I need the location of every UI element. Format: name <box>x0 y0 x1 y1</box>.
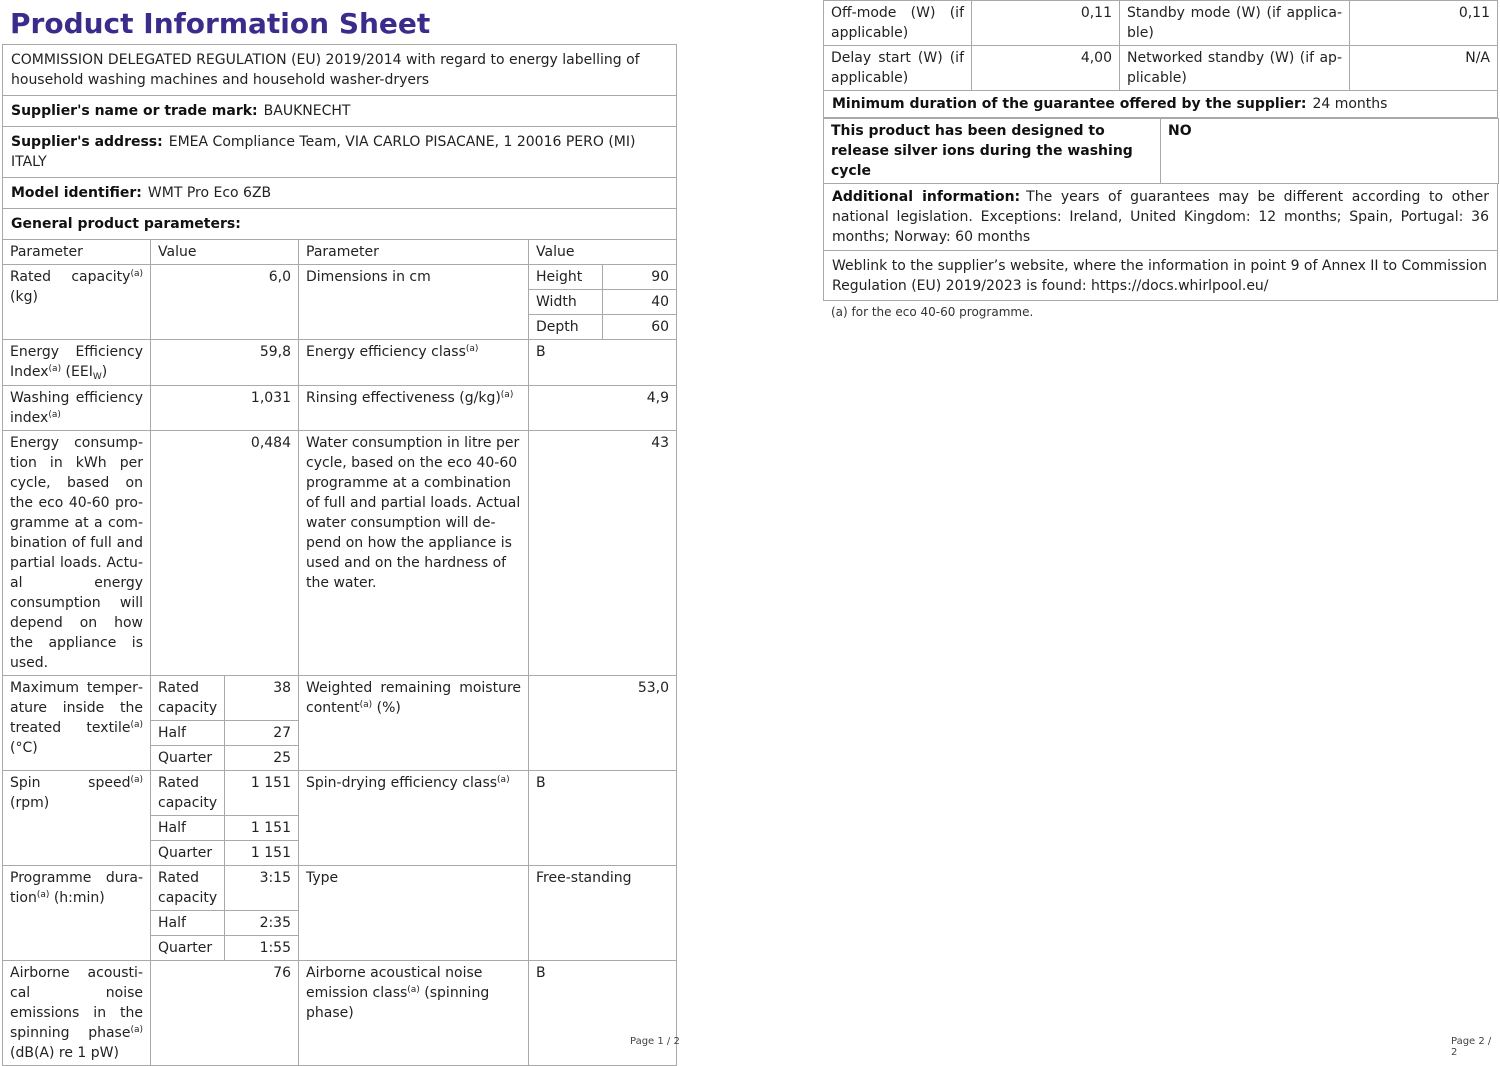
type-value: Free-standing <box>529 866 677 961</box>
max-temp-label: Maximum temperature inside the treated textile$^{(a)}$ (°C) <box>3 676 151 771</box>
guarantee-value: 24 months <box>1312 96 1388 112</box>
guarantee-row <box>824 91 1497 118</box>
depth-value: 60 <box>603 315 677 340</box>
duration-half-value: 2:35 <box>225 911 299 936</box>
noise-class-label: Airborne acoustical noise emission class$^{(a)}$ (spinning phase) <box>299 961 529 1066</box>
page-number-1: Page 1 / 2 <box>630 1036 680 1047</box>
general-params-row <box>3 209 676 239</box>
spin-rated-label: Rated capacity <box>151 771 225 816</box>
max-temp-rated-label: Rated capacity <box>151 676 225 721</box>
moisture-label: Weighted remaining moisture content$^{(a)}$ (%) <box>299 676 529 771</box>
spin-rated-value: 1 151 <box>225 771 299 816</box>
eei-label: Energy Efficiency Index$^{(a)}$ $(EEI_W)$ <box>3 340 151 386</box>
page-number-2: Page 2 / 2 <box>1451 1036 1492 1058</box>
silver-label: This product has been designed to release silver ions during the washing cycle <box>824 119 1161 184</box>
table-row <box>824 1 1498 46</box>
page-1 <box>2 0 677 1066</box>
guarantee-label: Minimum duration of the guarantee offered by the supplier: <box>832 96 1307 112</box>
dimensions-label: Dimensions in cm <box>299 265 529 340</box>
table-row <box>3 771 677 816</box>
supplier-name: BAUKNECHT <box>263 103 351 119</box>
spin-speed-label: Spin speed$^{(a)}$ (rpm) <box>3 771 151 866</box>
off-mode-label: Off-mode (W) (if applicable) <box>824 1 972 46</box>
additional-row <box>824 184 1497 251</box>
networked-standby-label: Networked standby (W) (if applicable) <box>1120 46 1350 91</box>
duration-half-label: Half <box>151 911 225 936</box>
table-row <box>824 46 1498 91</box>
model-row <box>3 178 676 209</box>
silver-table <box>823 118 1499 184</box>
noise-class-value: B <box>529 961 677 1066</box>
water-consumption-label: Water consumption in litre per cycle, based on the eco 40-60 programme at a combination of full and partial loads. Actual water consumption will depend on how the appliance is used and on the hardness of the water. <box>299 431 529 676</box>
model-identifier: WMT Pro Eco 6ZB <box>147 185 272 201</box>
regulation-text: COMMISSION DELEGATED REGULATION (EU) 2019/2014 with regard to energy labelling of household washing machines and household washer-dryers <box>3 45 676 96</box>
footnote: (a) for the eco 40-60 programme. <box>831 305 1034 319</box>
additional-text: The years of guarantees may be different according to other national legislation. Exceptions: Ireland, United Kingdom: 12 months; Spain, Portugal: 36 months; Norway: 60 months <box>832 189 1489 245</box>
width-label: Width <box>529 290 603 315</box>
duration-quarter-value: 1:55 <box>225 936 299 961</box>
standby-label: Standby mode (W) (if applicable) <box>1120 1 1350 46</box>
guarantee-box <box>823 91 1498 118</box>
noise-value: 76 <box>151 961 299 1066</box>
table-row <box>3 386 677 431</box>
spin-half-value: 1 151 <box>225 816 299 841</box>
parameters-table <box>2 239 677 1066</box>
spin-class-value: B <box>529 771 677 866</box>
eei-value: 59,8 <box>151 340 299 386</box>
header-value: Value <box>151 240 299 265</box>
rated-capacity-value: 6,0 <box>151 265 299 340</box>
delay-start-label: Delay start (W) (if applicable) <box>824 46 972 91</box>
page-2 <box>823 0 1498 323</box>
table-row <box>3 866 677 911</box>
washing-index-value: 1,031 <box>151 386 299 431</box>
weblink-url[interactable]: https://docs.whirlpool.eu/ <box>1091 278 1269 294</box>
energy-consumption-value: 0,484 <box>151 431 299 676</box>
delay-start-value: 4,00 <box>972 46 1120 91</box>
type-label: Type <box>299 866 529 961</box>
duration-quarter-label: Quarter <box>151 936 225 961</box>
table-row <box>3 265 677 290</box>
model-label: Model identifier: <box>11 185 142 201</box>
max-temp-rated-value: 38 <box>225 676 299 721</box>
noise-label: Airborne acoustical noise emissions in the spinning phase$^{(a)}$ (dB(A) re 1 pW) <box>3 961 151 1066</box>
additional-box <box>823 184 1498 301</box>
table-row <box>3 676 677 721</box>
table-row <box>3 340 677 386</box>
supplier-name-label: Supplier's name or trade mark: <box>11 103 258 119</box>
weblink-row <box>824 251 1497 301</box>
header-value-2: Value <box>529 240 677 265</box>
depth-label: Depth <box>529 315 603 340</box>
washing-index-label: Washing efficiency index$^{(a)}$ <box>3 386 151 431</box>
spin-class-label: Spin-drying efficiency class$^{(a)}$ <box>299 771 529 866</box>
spin-half-label: Half <box>151 816 225 841</box>
spin-quarter-value: 1 151 <box>225 841 299 866</box>
silver-value: NO <box>1161 119 1499 184</box>
networked-standby-value: N/A <box>1350 46 1498 91</box>
energy-class-value: B <box>529 340 677 386</box>
table-row <box>3 431 677 676</box>
height-value: 90 <box>603 265 677 290</box>
supplier-address-row <box>3 127 676 178</box>
supplier-name-row <box>3 96 676 127</box>
supplier-address: EMEA Compliance Team, VIA CARLO PISACANE, 1 20016 PERO (MI) ITALY <box>11 134 636 170</box>
duration-rated-label: Rated capacity <box>151 866 225 911</box>
moisture-value: 53,0 <box>529 676 677 771</box>
supplier-address-label: Supplier's address: <box>11 134 163 150</box>
off-mode-value: 0,11 <box>972 1 1120 46</box>
rated-capacity-label: Rated capacity$^{(a)}$ (kg) <box>3 265 151 340</box>
max-temp-half-value: 27 <box>225 721 299 746</box>
rinsing-value: 4,9 <box>529 386 677 431</box>
energy-class-label: Energy efficiency class$^{(a)}$ <box>299 340 529 386</box>
max-temp-quarter-value: 25 <box>225 746 299 771</box>
additional-label: Additional information: <box>832 189 1021 205</box>
rinsing-label: Rinsing effectiveness $(g/kg)^{(a)}$ <box>299 386 529 431</box>
height-label: Height <box>529 265 603 290</box>
standby-table <box>823 0 1498 91</box>
max-temp-half-label: Half <box>151 721 225 746</box>
duration-label: Programme duration$^{(a)}$ (h:min) <box>3 866 151 961</box>
product-info-box <box>2 44 677 239</box>
general-params-label: General product parameters: <box>11 216 241 232</box>
standby-value: 0,11 <box>1350 1 1498 46</box>
water-consumption-value: 43 <box>529 431 677 676</box>
width-value: 40 <box>603 290 677 315</box>
header-parameter-2: Parameter <box>299 240 529 265</box>
weblink-text: Weblink to the supplier’s website, where the information in point 9 of Annex II to Commission Regulation (EU) 2019/2023 is found: <box>832 258 1487 294</box>
header-parameter: Parameter <box>3 240 151 265</box>
max-temp-quarter-label: Quarter <box>151 746 225 771</box>
duration-rated-value: 3:15 <box>225 866 299 911</box>
page-title: Product Information Sheet <box>10 7 431 40</box>
energy-consumption-label: Energy consumption in kWh per cycle, based on the eco 40-60 programme at a combination of full and partial loads. Actual energy consumption will depend on how the appliance is used. <box>3 431 151 676</box>
spin-quarter-label: Quarter <box>151 841 225 866</box>
table-header-row <box>3 240 677 265</box>
table-row <box>824 119 1499 184</box>
